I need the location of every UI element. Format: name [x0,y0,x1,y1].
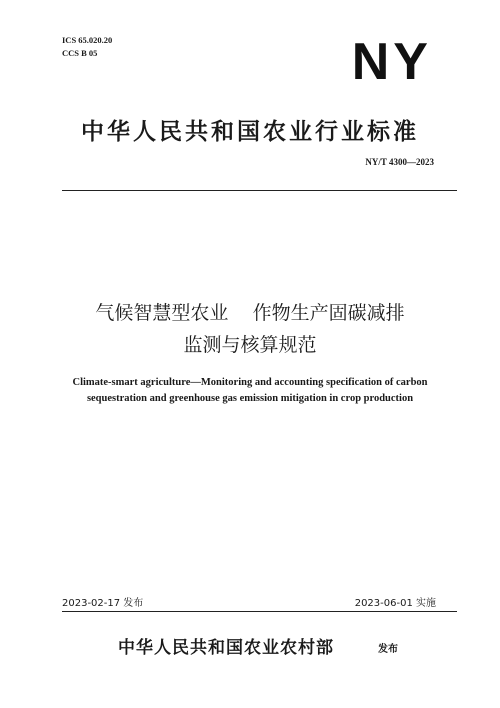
standard-type-title: 中华人民共和国农业行业标准 [81,119,419,145]
top-divider [62,190,457,191]
ics-code: ICS 65.020.20 [62,35,113,45]
implementation-date: 2023-06-01 实施 [354,598,436,609]
ccs-code: CCS B 05 [62,48,98,58]
english-title-line-2: sequestration and greenhouse gas emission mitigation in crop production [86,393,414,404]
standard-number: NY/T 4300—2023 [365,157,434,167]
ny-logo: NY [351,33,432,91]
issue-label: 发布 [378,644,398,655]
chinese-title-line-1: 气候智慧型农业 作物生产固碳减排 [95,302,405,324]
bottom-divider [62,611,457,612]
classification-codes [62,34,112,60]
issue-date: 2023-02-17 发布 [62,598,144,609]
english-title-line-1: Climate-smart agriculture—Monitoring and accounting specification of carbon [72,377,428,388]
issuing-authority: 中华人民共和国农业农村部 [118,638,334,658]
chinese-title-line-2: 监测与核算规范 [183,334,317,356]
